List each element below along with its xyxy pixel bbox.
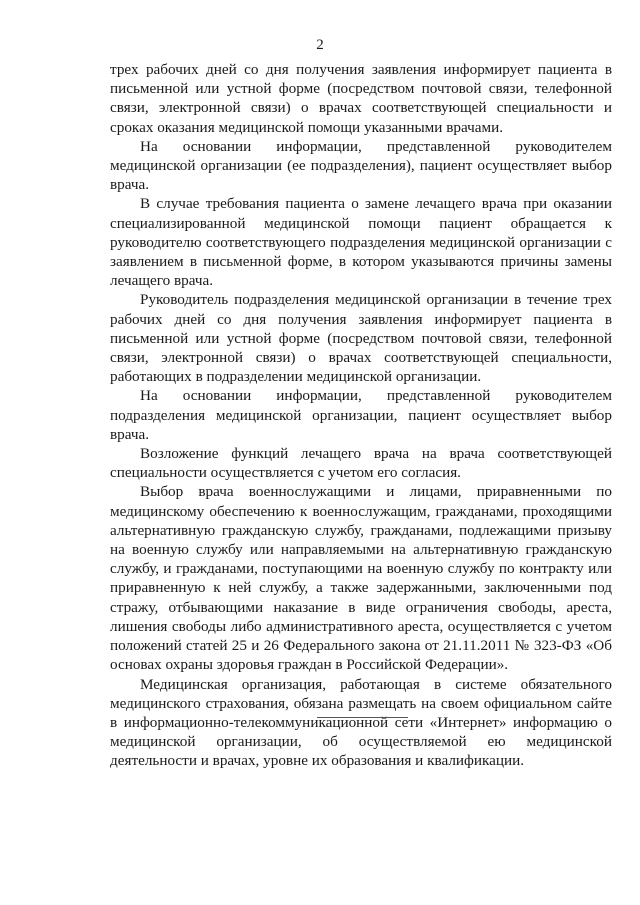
- paragraph-website-disclosure: Медицинская организация, работающая в системе обязательного медицинского страхования, обязана размещать на своем официальном сайте в информационно-телекоммуникационной сети «Интернет» информацию о медицинской организации, об осуществляемой ею медицинской деятельности и врачах, уровне их образования и квалификации.: [110, 675, 612, 770]
- end-separator-line: [317, 717, 408, 718]
- paragraph-department-doctor-choice: На основании информации, представленной руководителем подразделения медицинской организации, пациент осуществляет выбор врача.: [110, 387, 612, 443]
- paragraph-assignment-consent: Возложение функций лечащего врача на врача соответствующей специальности осуществляется с учетом его согласия.: [110, 445, 612, 482]
- paragraph-continuation: трех рабочих дней со дня получения заявления информирует пациента в письменной или устной форме (посредством почтовой связи, телефонной связи, электронной связи) о врачах соответствующей специальности и сроках оказания медицинской помощи указанными врачами.: [110, 61, 612, 136]
- paragraph-doctor-choice: На основании информации, представленной руководителем медицинской организации (ее подразделения), пациент осуществляет выбор врача.: [110, 137, 612, 194]
- page-number: 2: [316, 37, 324, 53]
- paragraph-doctor-replacement-request: В случае требования пациента о замене лечащего врача при оказании специализированной медицинской помощи пациент обращается к руководителю соответствующего подразделения медицинской организации с заявлением в письменной форме, в котором указываются причины замены лечащего врача.: [110, 195, 612, 290]
- document-body: [110, 60, 612, 771]
- paragraph-military-doctor-choice: Выбор врача военнослужащими и лицами, приравненными по медицинскому обеспечению к военнослужащим, гражданами, проходящими альтернативную гражданскую службу, гражданами, подлежащими призыву на военную службу или направляемыми на альтернативную гражданскую службу, и гражданами, поступающими на военную службу по контракту или приравненную к ней службу, а также задержанными, заключенными под стражу, отбывающими наказание в виде ограничения свободы, ареста, лишения свободы либо административного ареста, осуществляется с учетом положений статей 25 и 26 Федерального закона от 21.11.2011 № 323-ФЗ «Об основах охраны здоровья граждан в Российской Федерации».: [110, 483, 612, 674]
- paragraph-department-head-notification: Руководитель подразделения медицинской организации в течение трех рабочих дней со дня получения заявления информирует пациента в письменной или устной форме (посредством почтовой связи, телефонной связи, электронной связи) о врачах соответствующей специальности, работающих в подразделении медицинской организации.: [110, 291, 612, 386]
